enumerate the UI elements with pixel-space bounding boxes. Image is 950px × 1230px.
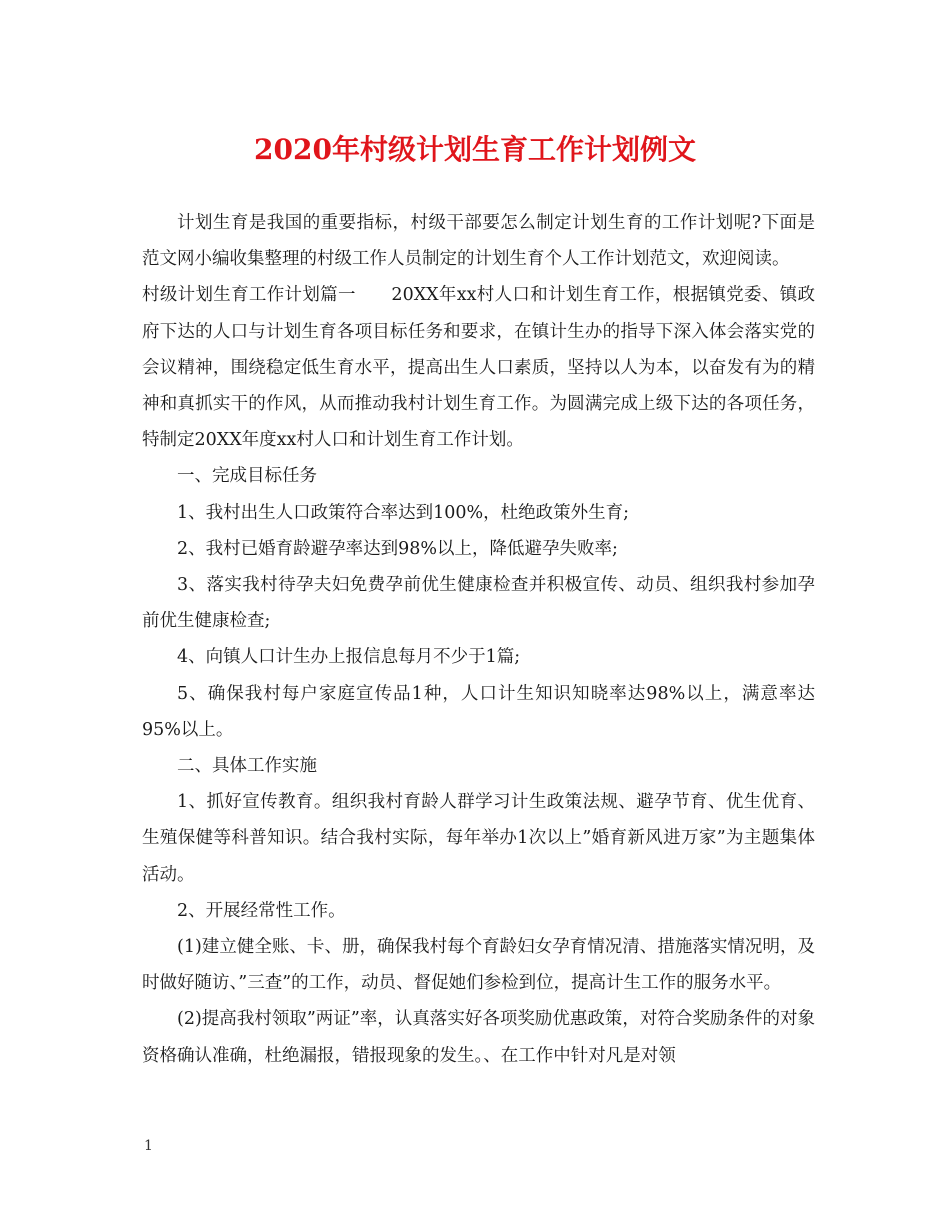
document-title: 2020年村级计划生育工作计划例文 xyxy=(254,133,696,166)
paragraph: 2、我村已婚育龄避孕率达到98%以上，降低避孕失败率; xyxy=(177,538,618,559)
paragraph: 计划生育是我国的重要指标，村级干部要怎么制定计划生育的工作计划呢?下面是范文网小编收集整理的村级工作人员制定的计划生育个人工作计划范文，欢迎阅读。 xyxy=(142,213,815,270)
paragraph: 3、落实我村待孕夫妇免费孕前优生健康检查并积极宣传、动员、组织我村参加孕前优生健康检查; xyxy=(142,575,815,632)
paragraph: (2)提高我村领取”两证”率，认真落实好各项奖励优惠政策，对符合奖励条件的对象资格确认准确，杜绝漏报，错报现象的发生。、在工作中针对凡是对领 xyxy=(142,1009,815,1066)
paragraph: 5、确保我村每户家庭宣传品1种，人口计生知识知晓率达98%以上，满意率达95%以上。 xyxy=(142,683,815,740)
paragraph: 2、开展经常性工作。 xyxy=(177,900,346,921)
paragraph: 1、抓好宣传教育。组织我村育龄人群学习计生政策法规、避孕节育、优生优育、生殖保健等科普知识。结合我村实际，每年举办1次以上”婚育新风进万家”为主题集体活动。 xyxy=(142,792,815,885)
paragraph: 1、我村出生人口政策符合率达到100%，杜绝政策外生育; xyxy=(177,502,630,523)
page-number: 1 xyxy=(144,1138,153,1154)
paragraph: (1)建立健全账、卡、册，确保我村每个育龄妇女孕育情况清、措施落实情况明，及时做好随访、”三查”的工作，动员、督促她们参检到位，提高计生工作的服务水平。 xyxy=(142,937,815,994)
paragraph: 一、完成目标任务 xyxy=(177,466,317,487)
paragraph: 4、向镇人口计生办上报信息每月不少于1篇; xyxy=(177,647,521,668)
paragraph: 村级计划生育工作计划篇一 20XX年xx村人口和计划生育工作，根据镇党委、镇政府下达的人口与计划生育各项目标任务和要求，在镇计生办的指导下深入体会落实党的会议精神，围绕稳定低生育水平，提高出生人口素质，坚持以人为本，以奋发有为的精神和真抓实干的作风，从而推动我村计划生育工作。为圆满完成上级下达的各项任务，特制定20XX年度xx村人口和计划生育工作计划。 xyxy=(142,285,815,451)
paragraph: 二、具体工作实施 xyxy=(177,756,317,777)
document-body xyxy=(142,205,815,1074)
